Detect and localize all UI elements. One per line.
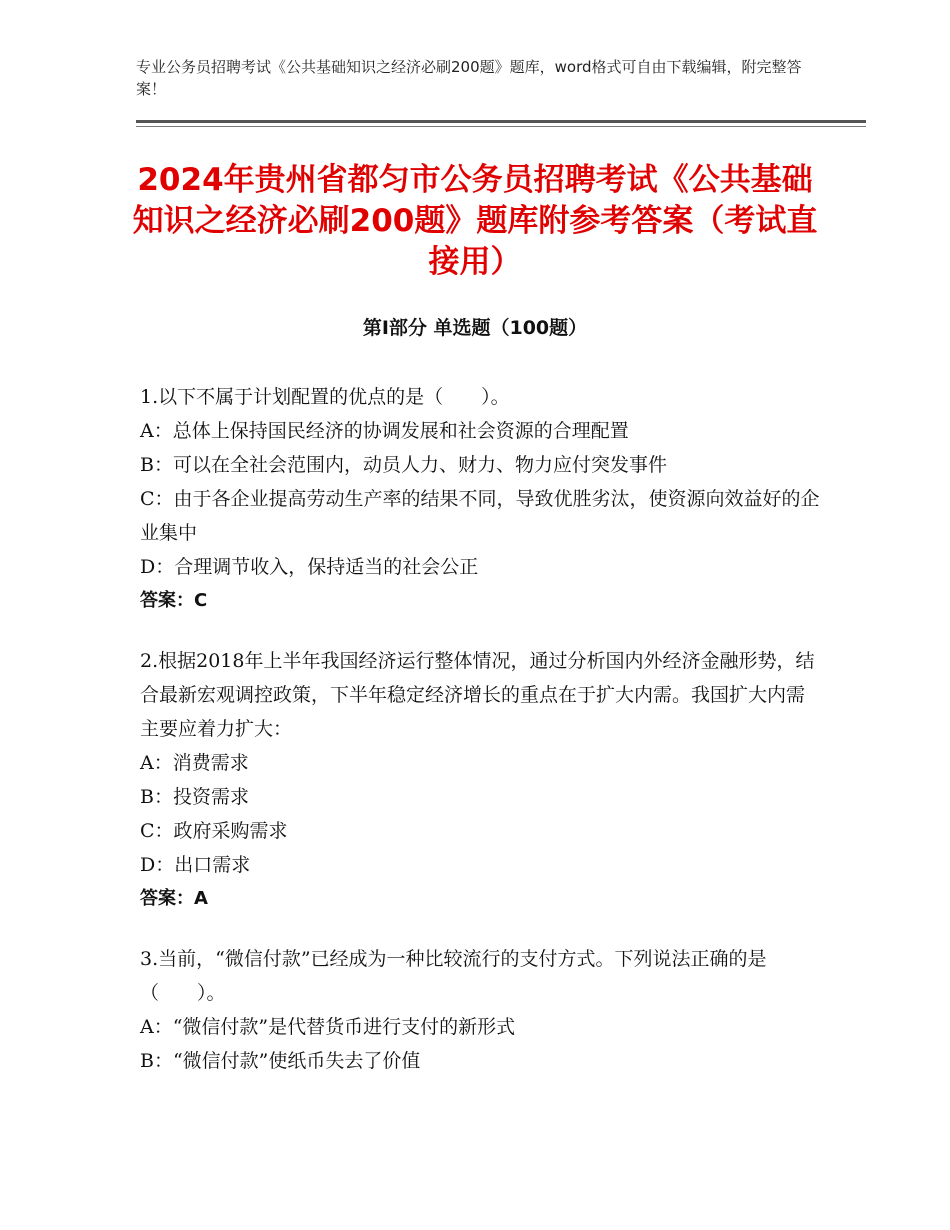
option-b: B：投资需求	[140, 786, 249, 808]
option-a: A：消费需求	[140, 752, 249, 774]
header-divider-thick	[136, 120, 866, 123]
question-stem: 1.以下不属于计划配置的优点的是（ ）。	[140, 386, 510, 408]
question-stem: 2.根据2018年上半年我国经济运行整体情况，通过分析国内外经济金融形势，结合最新宏观调控政策，下半年稳定经济增长的重点在于扩大内需。我国扩大内需主要应着力扩大：	[140, 650, 815, 740]
option-a: A：“微信付款”是代替货币进行支付的新形式	[140, 1016, 516, 1038]
question-1	[140, 380, 820, 618]
document-title: 2024年贵州省都匀市公务员招聘考试《公共基础知识之经济必刷200题》题库附参考答案（考试直接用）	[132, 162, 818, 280]
option-a: A：总体上保持国民经济的协调发展和社会资源的合理配置	[140, 420, 629, 442]
header-note: 专业公务员招聘考试《公共基础知识之经济必刷200题》题库，word格式可自由下载编辑，附完整答案！	[136, 58, 802, 98]
option-d: D：出口需求	[140, 854, 251, 876]
answer: 答案：A	[140, 888, 208, 909]
section-title: 第Ⅰ部分 单选题（100题）	[362, 317, 588, 339]
question-2	[140, 644, 820, 916]
option-d: D：合理调节收入，保持适当的社会公正	[140, 556, 479, 578]
question-list	[140, 380, 820, 1104]
option-b: B：可以在全社会范围内，动员人力、财力、物力应付突发事件	[140, 454, 667, 476]
option-c: C：政府采购需求	[140, 820, 288, 842]
question-3	[140, 942, 820, 1078]
option-c: C：由于各企业提高劳动生产率的结果不同，导致优胜劣汰，使资源向效益好的企业集中	[140, 488, 820, 544]
header-divider-thin	[136, 126, 866, 127]
option-b: B：“微信付款”使纸币失去了价值	[140, 1050, 421, 1072]
question-stem: 3.当前，“微信付款”已经成为一种比较流行的支付方式。下列说法正确的是（ ）。	[140, 948, 767, 1004]
answer: 答案：C	[140, 590, 208, 611]
